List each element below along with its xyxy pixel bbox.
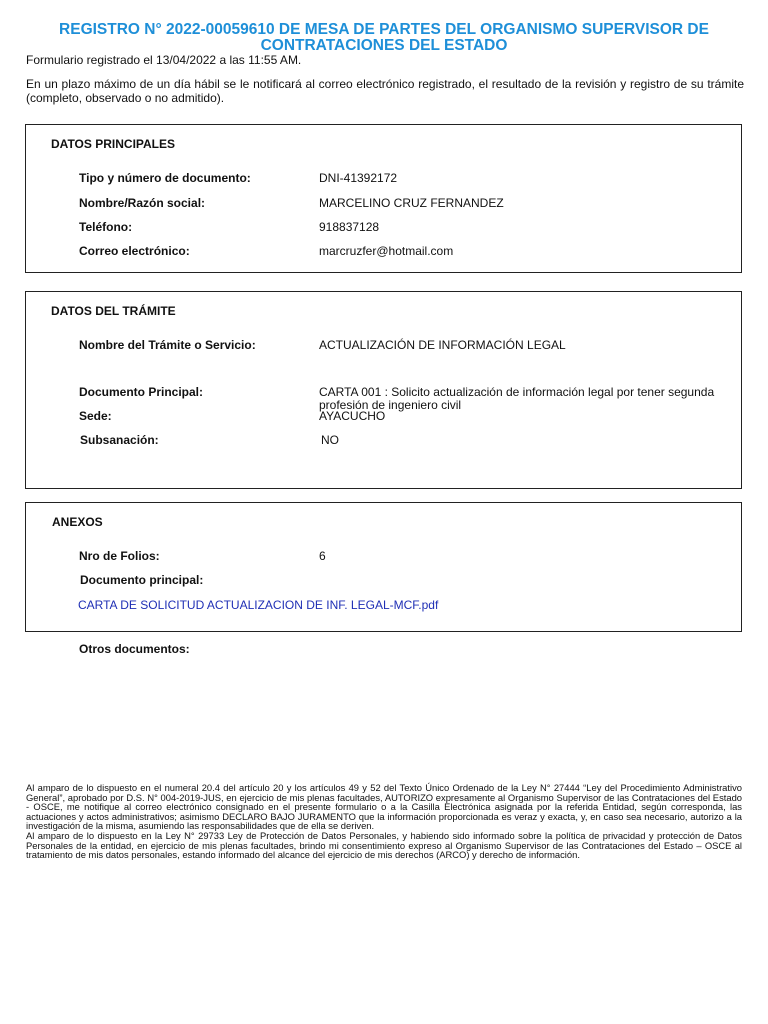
datos-principales-section (25, 124, 742, 273)
legal-paragraph-autorizacion: Al amparo de lo dispuesto en el numeral 20.4 del artículo 20 y los artículos 49 y 52 del Texto Único Ordenado de la Ley N° 27444 “Ley del Procedimiento Administrativo General”, aprobado por D.S. N° 004-2019-JUS, en ejercicio de mis plenas facultades, AUTORIZO expresamente al Organismo Supervisor de las Contrataciones del Estado - OSCE, me notifique al correo electrónico consignado en el presente formulario o a la Casilla Electrónica asignada por la referida Entidad, según corresponda, las actuaciones y actos administrativos; asimismo DECLARO BAJO JURAMENTO que la información proporcionada es veraz y exacta, y, en caso sea necesario, autorizo a la investigación de la misma, asumiendo las responsabilidades que de ella se deriven. (26, 782, 742, 832)
field-label-telefono: Teléfono: (79, 220, 133, 234)
registration-date: Formulario registrado el 13/04/2022 a las 11:55 AM. (26, 53, 302, 67)
notification-notice: En un plazo máximo de un día hábil se le notificará al correo electrónico registrado, el resultado de la revisión y registro de su trámite (completo, observado o no admitido). (26, 77, 744, 105)
field-label-tramite: Nombre del Trámite o Servicio: (79, 338, 256, 352)
field-label-correo: Correo electrónico: (79, 244, 190, 258)
page-title: REGISTRO N° 2022-00059610 DE MESA DE PARTES DEL ORGANISMO SUPERVISOR DE CONTRATACIONES DEL ESTADO (59, 21, 709, 54)
datos-tramite-section (25, 291, 742, 489)
legal-paragraph-datos-personales: Al amparo de lo dispuesto en la Ley N° 29733 Ley de Protección de Datos Personales, y habiendo sido informado sobre la política de privacidad y protección de Datos Personales de la entidad, en ejercicio de mis plenas facultades, brindo mi consentimiento expreso al Organismo Supervisor de las Contrataciones del Estado – OSCE al tratamiento de mis datos personales, estando informado del alcance del ejercicio de mis derechos (ARCO) y derecho de información. (26, 829, 742, 861)
section-title: DATOS PRINCIPALES (51, 137, 176, 151)
field-label-documento-principal: Documento Principal: (79, 385, 204, 399)
legal-disclaimer (26, 783, 742, 860)
section-title: ANEXOS (52, 515, 103, 529)
field-label-nombre: Nombre/Razón social: (79, 196, 206, 210)
field-label-documento-principal: Documento principal: (80, 573, 204, 587)
document-link[interactable]: CARTA DE SOLICITUD ACTUALIZACION DE INF. LEGAL-MCF.pdf (78, 598, 439, 612)
field-value-subsanacion: NO (321, 433, 339, 447)
section-title: DATOS DEL TRÁMITE (51, 304, 176, 318)
field-value-sede: AYACUCHO (319, 409, 386, 423)
field-value-nombre: MARCELINO CRUZ FERNANDEZ (319, 196, 504, 210)
field-value-folios: 6 (319, 549, 326, 563)
field-value-documento-principal: CARTA 001 : Solicito actualización de información legal por tener segunda profesión de ingeniero civil (319, 385, 715, 412)
field-label-subsanacion: Subsanación: (80, 433, 159, 447)
field-label-sede: Sede: (79, 409, 112, 423)
field-value-documento: DNI-41392172 (319, 171, 398, 185)
field-value-tramite: ACTUALIZACIÓN DE INFORMACIÓN LEGAL (319, 338, 566, 352)
field-value-correo: marcruzfer@hotmail.com (319, 244, 454, 258)
otros-documentos-label: Otros documentos: (79, 642, 190, 656)
field-label-folios: Nro de Folios: (79, 549, 160, 563)
anexos-section (25, 502, 742, 632)
field-value-telefono: 918837128 (319, 220, 380, 234)
field-label-documento: Tipo y número de documento: (79, 171, 251, 185)
